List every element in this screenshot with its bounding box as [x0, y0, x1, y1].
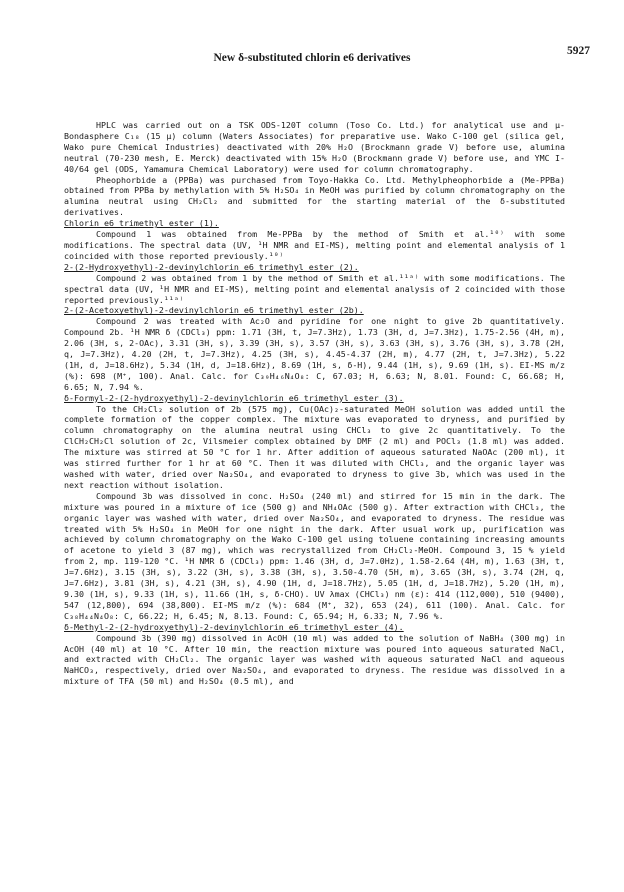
section-heading-compound-4: δ-Methyl-2-(2-hydroxyethyl)-2-devinylchlorin e6 trimethyl ester (4). — [64, 621, 404, 632]
paragraph-compound-2: Compound 2 was obtained from 1 by the method of Smith et al.¹¹ᵃ⁾ with some modifications. The spectral data (UV, ¹H NMR and EI-MS), melting point and elemental analysis of 2 coincided with those reported previously.¹¹ᵃ⁾ — [64, 272, 565, 305]
paragraph-compound-3-part-1: To the CH₂Cl₂ solution of 2b (575 mg), Cu(OAc)₂-saturated MeOH solution was added until the complete formation of the copper complex. The mixture was evaporated to dryness, and purified by column chromatography on the alumina neutral using CHCl₃ to give 2c quantitatively. To the ClCH₂CH₂Cl solution of 2c, Vilsmeier complex obtained by DMF (2 ml) and POCl₃ (1.8 ml) was added. The mixture was stirred at 50 °C for 1 hr. After addition of aqueous saturated NaOAc (200 ml), it was stirred further for 1 hr at 60 °C. Then it was diluted with CHCl₃, and the organic layer was washed with water, dried over Na₂SO₄, and evaporated to dryness to give 3b, which was used in the next reaction without isolation. — [64, 403, 565, 490]
paragraph-compound-2b: Compound 2 was treated with Ac₂O and pyridine for one night to give 2b quantitatively. Compound 2b. ¹H NMR δ (CDCl₃) ppm: 1.71 (3H, t, J=7.3Hz), 1.73 (3H, d, J=7.3Hz), 1.75-2.56 (4H, m), 2.06 (3H, s, 2-OAc), 3.31 (3H, s), 3.39 (3H, s), 3.57 (3H, s), 3.63 (3H, s), 3.76 (3H, s), 3.78 (2H, q, J=7.3Hz), 4.20 (2H, t, J=7.3Hz), 4.25 (3H, s), 4.45-4.37 (2H, m), 4.77 (2H, t, J=7.3Hz), 5.22 (1H, d, J=18.6Hz), 5.34 (1H, d, J=18.6Hz), 8.69 (1H, s, δ-H), 9.44 (1H, s), 9.69 (1H, s). EI-MS m/z (%): 698 (M⁺, 100). Anal. Calc. for C₃₉H₄₆N₄O₈: C, 67.03; H, 6.63; N, 8.01. Found: C, 66.68; H, 6.65; N, 7.94 %. — [64, 316, 565, 392]
paragraph-compound-4: Compound 3b (390 mg) dissolved in AcOH (10 ml) was added to the solution of NaBH₄ (300 mg) in AcOH (40 ml) at 10 °C. After 10 min, the reaction mixture was poured into aqueous saturated NaCl, and extracted with CH₂Cl₂. The organic layer was washed with aqueous saturated NaCl and aqueous NaHCO₃, respectively, dried over Na₂SO₄, and evaporated to dryness. The residue was dissolved in a mixture of TFA (50 ml) and H₂SO₄ (0.5 ml), and — [64, 632, 565, 687]
paragraph-compound-1: Compound 1 was obtained from Me-PPBa by the method of Smith et al.¹⁰⁾ with some modifications. The spectral data (UV, ¹H NMR and EI-MS), melting point and elemental analysis of 1 coincided with those reported previously.¹⁰⁾ — [64, 229, 565, 261]
section-heading-compound-3: δ-Formyl-2-(2-hydroxyethyl)-2-devinylchlorin e6 trimethyl ester (3). — [64, 392, 404, 403]
section-heading-compound-2b: 2-(2-Acetoxyethyl)-2-devinylchlorin e6 trimethyl ester (2b). — [64, 305, 364, 316]
section-heading-compound-2: 2-(2-Hydroxyethyl)-2-devinylchlorin e6 trimethyl ester (2). — [64, 261, 359, 272]
paragraph-pheophorbide: Pheophorbide a (PPBa) was purchased from Toyo-Hakka Co. Ltd. Methylpheophorbide a (Me-PPBa) obtained from PPBa by methylation with 5% H₂SO₄ in MeOH was purified by column chromatography on the alumina neutral using CH₂Cl₂ and submitted for the starting material of the δ-substituted derivatives. — [64, 174, 565, 218]
paragraph-compound-3-part-2: Compound 3b was dissolved in conc. H₂SO₄ (240 ml) and stirred for 15 min in the dark. The mixture was poured in a mixture of ice (500 g) and NH₄OAc (500 g). After extraction with CHCl₃, the organic layer was washed with water, dried over Na₂SO₄, and evaporated to dryness. The residue was treated with 5% H₂SO₄ in MeOH for one night in the dark. After usual work up, purification was achieved by column chromatography on the Wako C-100 gel using toluene containing increasing amounts of acetone to yield 3 (87 mg), which was recrystallized from CH₂Cl₂-MeOH. Compound 3, 15 % yield from 2, mp. 119-120 °C. ¹H NMR δ (CDCl₃) ppm: 1.46 (3H, d, J=7.0Hz), 1.58-2.64 (4H, m), 1.63 (3H, t, J=7.6Hz), 3.15 (3H, s), 3.22 (3H, s), 3.38 (3H, s), 3.50-4.70 (5H, m), 3.65 (3H, s), 3.74 (2H, q, J=7.6Hz), 3.81 (3H, s), 4.21 (3H, s), 4.90 (1H, d, J=18.7Hz), 5.05 (1H, d, J=18.7Hz), 5.20 (1H, m), 9.30 (1H, s), 9.33 (1H, s), 11.66 (1H, s, δ-CHO). UV λmax (CHCl₃) nm (ε): 414 (112,000), 510 (9400), 547 (12,800), 694 (38,800). EI-MS m/z (%): 684 (M⁺, 32), 653 (24), 611 (100). Anal. Calc. for C₃₈H₄₄N₄O₈: C, 66.22; H, 6.45; N, 8.13. Found: C, 65.94; H, 6.33; N, 7.96 %. — [64, 490, 565, 621]
paragraph-hplc: HPLC was carried out on a TSK ODS-120T column (Toso Co. Ltd.) for analytical use and μ-Bondasphere C₁₈ (15 μ) column (Waters Associates) for preparative use. Wako C-100 gel (silica gel, Wako pure Chemical Industries) deactivated with 20% H₂O (Brockmann grade V) before use, alumina neutral (70-230 mesh, E. Merck) deactivated with 15% H₂O (Brockmann grade V) before use, and YMC I-40/64 gel (ODS, Yamamura Chemical Laboratory) were used for column chromatography. — [64, 120, 565, 174]
body-text — [64, 120, 565, 687]
running-title: New δ-substituted chlorin e6 derivatives — [213, 52, 411, 64]
section-heading-compound-1: Chlorin e6 trimethyl ester (1). — [64, 218, 219, 229]
page-number: 5927 — [567, 45, 590, 57]
